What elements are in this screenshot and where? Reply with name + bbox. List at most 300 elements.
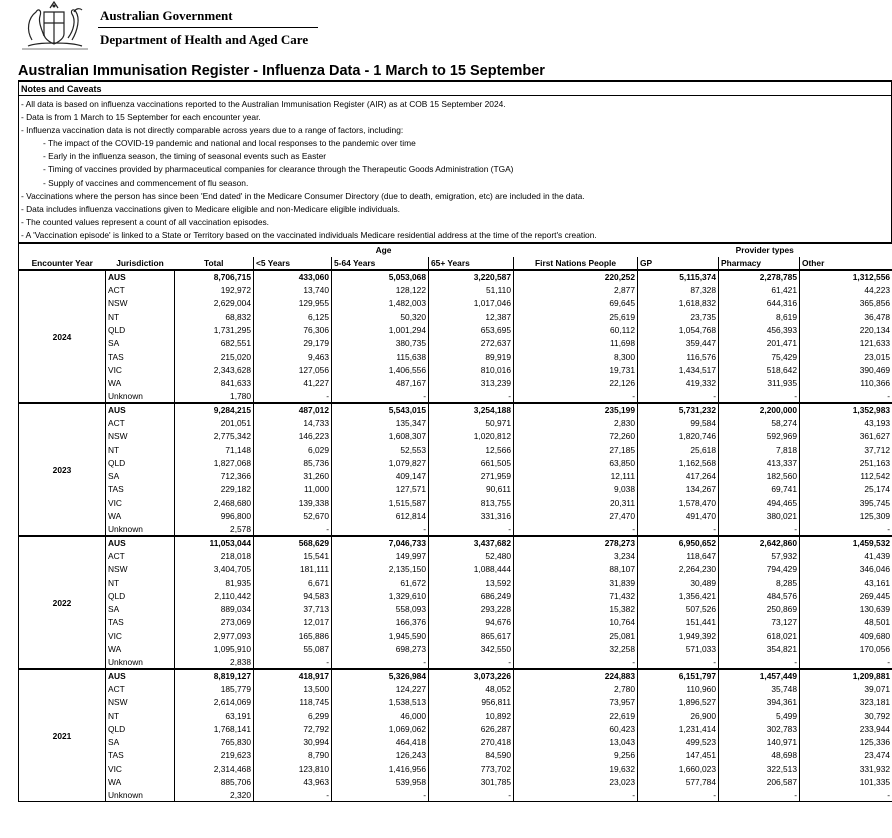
total-cell: 996,800 — [175, 509, 254, 522]
first-nations-cell: 2,877 — [514, 283, 638, 296]
jurisdiction-cell: TAS — [108, 617, 124, 628]
under5-cell: 127,056 — [254, 363, 332, 376]
other-cell: 251,163 — [800, 456, 892, 469]
table-row — [19, 390, 892, 403]
first-nations-cell: 2,780 — [514, 682, 638, 695]
65plus-cell: 293,228 — [429, 603, 514, 616]
gp-cell: - — [638, 390, 719, 403]
gp-cell: 419,332 — [638, 376, 719, 389]
under5-cell: 43,963 — [254, 775, 332, 788]
first-nations-cell: 69,645 — [514, 297, 638, 310]
jurisdiction-cell: NSW — [108, 697, 128, 708]
jurisdiction-cell: SA — [108, 471, 120, 482]
65plus-cell: 813,755 — [429, 496, 514, 509]
col-header-other: Other — [800, 257, 892, 270]
jurisdiction-cell: QLD — [108, 324, 126, 335]
total-cell: 1,768,141 — [175, 722, 254, 735]
other-cell: 233,944 — [800, 722, 892, 735]
gp-cell: 1,660,023 — [638, 762, 719, 775]
5to64-cell: 487,167 — [332, 376, 429, 389]
note-line: - Timing of vaccines provided by pharmaceutical companies for clearance through the Therapeutic Goods Administration (TGA) — [43, 164, 514, 175]
5to64-cell: 1,329,610 — [332, 589, 429, 602]
other-cell: 43,161 — [800, 576, 892, 589]
first-nations-cell: 19,632 — [514, 762, 638, 775]
other-cell: 39,071 — [800, 682, 892, 695]
pharmacy-cell: 311,935 — [719, 376, 800, 389]
first-nations-cell: 23,023 — [514, 775, 638, 788]
total-cell: 71,148 — [175, 443, 254, 456]
65plus-cell: 865,617 — [429, 629, 514, 642]
gp-cell: 30,489 — [638, 576, 719, 589]
total-cell: 889,034 — [175, 603, 254, 616]
under5-cell: 418,917 — [254, 669, 332, 682]
age-group-header: Age — [254, 244, 514, 257]
total-cell: 2,629,004 — [175, 297, 254, 310]
table-row — [19, 403, 892, 416]
col-header-65plus: 65+ Years — [429, 257, 514, 270]
table-row — [19, 656, 892, 669]
total-cell: 841,633 — [175, 376, 254, 389]
jurisdiction-cell: AUS — [106, 669, 175, 682]
gp-cell: 2,264,230 — [638, 563, 719, 576]
total-cell: 273,069 — [175, 616, 254, 629]
table-row — [19, 323, 892, 336]
gp-cell: 116,576 — [638, 350, 719, 363]
5to64-cell: 1,406,556 — [332, 363, 429, 376]
5to64-cell: 612,814 — [332, 509, 429, 522]
gp-cell: 359,447 — [638, 337, 719, 350]
other-cell: 23,474 — [800, 749, 892, 762]
table-row — [19, 576, 892, 589]
other-cell: - — [800, 523, 892, 536]
jurisdiction-cell: NT — [108, 444, 120, 455]
65plus-cell: 301,785 — [429, 775, 514, 788]
pharmacy-cell: 380,021 — [719, 509, 800, 522]
65plus-cell: 313,239 — [429, 376, 514, 389]
5to64-cell: - — [332, 656, 429, 669]
65plus-cell: 52,480 — [429, 549, 514, 562]
5to64-cell: 539,958 — [332, 775, 429, 788]
5to64-cell: 46,000 — [332, 709, 429, 722]
5to64-cell: 61,672 — [332, 576, 429, 589]
table-row — [19, 297, 892, 310]
table-row — [19, 549, 892, 562]
jurisdiction-cell: Unknown — [106, 789, 175, 802]
first-nations-cell: 73,957 — [514, 696, 638, 709]
gp-cell: - — [638, 523, 719, 536]
table-row — [19, 496, 892, 509]
coat-of-arms-icon — [18, 0, 92, 52]
other-cell: 23,015 — [800, 350, 892, 363]
total-cell: 81,935 — [175, 576, 254, 589]
jurisdiction-cell: QLD — [108, 590, 126, 601]
gp-cell: 118,647 — [638, 549, 719, 562]
table-row — [19, 563, 892, 576]
pharmacy-cell: - — [719, 390, 800, 403]
5to64-cell: 127,571 — [332, 483, 429, 496]
col-header-under5: <5 Years — [254, 257, 332, 270]
other-cell: 220,134 — [800, 323, 892, 336]
table-row — [19, 629, 892, 642]
gp-cell: 26,900 — [638, 709, 719, 722]
65plus-cell: - — [429, 390, 514, 403]
65plus-cell: 773,702 — [429, 762, 514, 775]
total-cell: 765,830 — [175, 735, 254, 748]
table-row — [19, 310, 892, 323]
table-row — [19, 603, 892, 616]
total-cell: 2,977,093 — [175, 629, 254, 642]
gp-cell: 1,820,746 — [638, 430, 719, 443]
65plus-cell: 84,590 — [429, 749, 514, 762]
5to64-cell: 7,046,733 — [332, 536, 429, 549]
note-line: - All data is based on influenza vaccinations reported to the Australian Immunisation Register (AIR) as at COB 15 September 2024. — [21, 99, 506, 109]
5to64-cell: 135,347 — [332, 416, 429, 429]
5to64-cell: 558,093 — [332, 603, 429, 616]
under5-cell: 41,227 — [254, 376, 332, 389]
pharmacy-cell: 206,587 — [719, 775, 800, 788]
pharmacy-cell: 354,821 — [719, 642, 800, 655]
other-cell: 121,633 — [800, 337, 892, 350]
first-nations-cell: 11,698 — [514, 337, 638, 350]
under5-cell: 15,541 — [254, 549, 332, 562]
total-cell: 2,838 — [175, 656, 254, 669]
65plus-cell: 3,254,188 — [429, 403, 514, 416]
under5-cell: - — [254, 656, 332, 669]
gp-cell: 577,784 — [638, 775, 719, 788]
5to64-cell: 1,945,590 — [332, 629, 429, 642]
other-cell: 25,174 — [800, 483, 892, 496]
table-row — [19, 470, 892, 483]
pharmacy-cell: 8,619 — [719, 310, 800, 323]
under5-cell: 568,629 — [254, 536, 332, 549]
gp-cell: 417,264 — [638, 470, 719, 483]
5to64-cell: 1,608,307 — [332, 430, 429, 443]
65plus-cell: 331,316 — [429, 509, 514, 522]
gp-cell: 5,115,374 — [638, 270, 719, 283]
pharmacy-cell: 1,457,449 — [719, 669, 800, 682]
5to64-cell: 1,515,587 — [332, 496, 429, 509]
pharmacy-cell: 494,465 — [719, 496, 800, 509]
first-nations-cell: - — [514, 656, 638, 669]
other-cell: 44,223 — [800, 283, 892, 296]
total-cell: 2,578 — [175, 523, 254, 536]
pharmacy-cell: 5,499 — [719, 709, 800, 722]
first-nations-cell: - — [514, 390, 638, 403]
other-cell: - — [800, 390, 892, 403]
jurisdiction-cell: NSW — [108, 564, 128, 575]
first-nations-cell: 10,764 — [514, 616, 638, 629]
total-cell: 2,775,342 — [175, 430, 254, 443]
jurisdiction-cell: Unknown — [106, 656, 175, 669]
first-nations-cell: 9,256 — [514, 749, 638, 762]
table-row — [19, 589, 892, 602]
table-row — [19, 443, 892, 456]
65plus-cell: 50,971 — [429, 416, 514, 429]
under5-cell: 181,111 — [254, 563, 332, 576]
total-cell: 201,051 — [175, 416, 254, 429]
other-cell: 361,627 — [800, 430, 892, 443]
col-header-year: Encounter Year — [19, 257, 106, 270]
jurisdiction-cell: AUS — [106, 403, 175, 416]
under5-cell: 6,299 — [254, 709, 332, 722]
pharmacy-cell: 618,021 — [719, 629, 800, 642]
65plus-cell: 12,387 — [429, 310, 514, 323]
under5-cell: 6,125 — [254, 310, 332, 323]
pharmacy-cell: 58,274 — [719, 416, 800, 429]
table-row — [19, 762, 892, 775]
other-cell: 346,046 — [800, 563, 892, 576]
total-cell: 192,972 — [175, 283, 254, 296]
65plus-cell: 3,073,226 — [429, 669, 514, 682]
other-cell: 41,439 — [800, 549, 892, 562]
other-cell: 1,352,983 — [800, 403, 892, 416]
table-row — [19, 456, 892, 469]
under5-cell: 487,012 — [254, 403, 332, 416]
under5-cell: 139,338 — [254, 496, 332, 509]
table-row — [19, 350, 892, 363]
under5-cell: 165,886 — [254, 629, 332, 642]
5to64-cell: 128,122 — [332, 283, 429, 296]
65plus-cell: 90,611 — [429, 483, 514, 496]
other-cell: 390,469 — [800, 363, 892, 376]
under5-cell: 123,810 — [254, 762, 332, 775]
65plus-cell: - — [429, 523, 514, 536]
total-cell: 2,343,628 — [175, 363, 254, 376]
pharmacy-cell: 140,971 — [719, 735, 800, 748]
pharmacy-cell: 48,698 — [719, 749, 800, 762]
first-nations-cell: 63,850 — [514, 456, 638, 469]
5to64-cell: 1,079,827 — [332, 456, 429, 469]
other-cell: 269,445 — [800, 589, 892, 602]
5to64-cell: 1,001,294 — [332, 323, 429, 336]
under5-cell: 118,745 — [254, 696, 332, 709]
gp-cell: 25,618 — [638, 443, 719, 456]
65plus-cell: 10,892 — [429, 709, 514, 722]
header-divider — [98, 27, 318, 28]
first-nations-cell: 71,432 — [514, 589, 638, 602]
total-cell: 712,366 — [175, 470, 254, 483]
first-nations-cell: 32,258 — [514, 642, 638, 655]
gp-cell: 1,896,527 — [638, 696, 719, 709]
table-row — [19, 789, 892, 802]
5to64-cell: 1,482,003 — [332, 297, 429, 310]
table-row — [19, 483, 892, 496]
total-cell: 2,468,680 — [175, 496, 254, 509]
pharmacy-cell: 2,278,785 — [719, 270, 800, 283]
gp-cell: 1,949,392 — [638, 629, 719, 642]
5to64-cell: 126,243 — [332, 749, 429, 762]
under5-cell: - — [254, 523, 332, 536]
other-cell: 36,478 — [800, 310, 892, 323]
first-nations-cell: 3,234 — [514, 549, 638, 562]
table-row — [19, 749, 892, 762]
other-cell: 323,181 — [800, 696, 892, 709]
total-cell: 3,404,705 — [175, 563, 254, 576]
65plus-cell: 48,052 — [429, 682, 514, 695]
pharmacy-cell: 518,642 — [719, 363, 800, 376]
pharmacy-cell: 394,361 — [719, 696, 800, 709]
table-row — [19, 283, 892, 296]
jurisdiction-cell: ACT — [108, 418, 125, 428]
5to64-cell: 380,735 — [332, 337, 429, 350]
pharmacy-cell: 7,818 — [719, 443, 800, 456]
table-row — [19, 337, 892, 350]
under5-cell: 31,260 — [254, 470, 332, 483]
65plus-cell: 272,637 — [429, 337, 514, 350]
pharmacy-cell: 413,337 — [719, 456, 800, 469]
other-cell: 110,366 — [800, 376, 892, 389]
jurisdiction-cell: NT — [108, 710, 120, 721]
other-cell: 37,712 — [800, 443, 892, 456]
total-cell: 185,779 — [175, 682, 254, 695]
table-row — [19, 669, 892, 682]
other-cell: 1,459,532 — [800, 536, 892, 549]
pharmacy-cell: 73,127 — [719, 616, 800, 629]
pharmacy-cell: 61,421 — [719, 283, 800, 296]
total-cell: 63,191 — [175, 709, 254, 722]
pharmacy-cell: 456,393 — [719, 323, 800, 336]
first-nations-cell: 2,830 — [514, 416, 638, 429]
first-nations-cell: 19,731 — [514, 363, 638, 376]
5to64-cell: 1,069,062 — [332, 722, 429, 735]
table-row — [19, 270, 892, 283]
jurisdiction-cell: Unknown — [106, 523, 175, 536]
first-nations-cell: 9,038 — [514, 483, 638, 496]
note-line: - Supply of vaccines and commencement of flu season. — [43, 177, 249, 188]
notes-heading: Notes and Caveats — [19, 82, 891, 96]
first-nations-cell: 25,619 — [514, 310, 638, 323]
table-row — [19, 616, 892, 629]
pharmacy-cell: 644,316 — [719, 297, 800, 310]
total-cell: 9,284,215 — [175, 403, 254, 416]
pharmacy-cell: 57,932 — [719, 549, 800, 562]
jurisdiction-cell: WA — [108, 378, 122, 389]
pharmacy-cell: 201,471 — [719, 337, 800, 350]
other-cell: 331,932 — [800, 762, 892, 775]
total-cell: 1,780 — [175, 390, 254, 403]
pharmacy-cell: 794,429 — [719, 563, 800, 576]
65plus-cell: 13,592 — [429, 576, 514, 589]
table-row — [19, 735, 892, 748]
table-row — [19, 416, 892, 429]
first-nations-cell: 60,112 — [514, 323, 638, 336]
table-row — [19, 696, 892, 709]
65plus-cell: 1,017,046 — [429, 297, 514, 310]
pharmacy-cell: 484,576 — [719, 589, 800, 602]
page-title: Australian Immunisation Register - Influenza Data - 1 March to 15 September — [18, 63, 545, 79]
under5-cell: 14,733 — [254, 416, 332, 429]
65plus-cell: 3,220,587 — [429, 270, 514, 283]
note-line: - Data is from 1 March to 15 September for each encounter year. — [21, 112, 261, 123]
provider-group-header: Provider types — [638, 244, 892, 257]
jurisdiction-cell: VIC — [108, 497, 122, 508]
encounter-year-cell: 2023 — [19, 403, 106, 536]
5to64-cell: 5,326,984 — [332, 669, 429, 682]
65plus-cell: 1,088,444 — [429, 563, 514, 576]
jurisdiction-cell: TAS — [108, 484, 124, 495]
jurisdiction-cell: ACT — [108, 683, 125, 694]
other-cell: 365,856 — [800, 297, 892, 310]
65plus-cell: 89,919 — [429, 350, 514, 363]
table-row — [19, 376, 892, 389]
first-nations-cell: 235,199 — [514, 403, 638, 416]
5to64-cell: 5,053,068 — [332, 270, 429, 283]
65plus-cell: 342,550 — [429, 642, 514, 655]
jurisdiction-cell: QLD — [108, 457, 126, 468]
gp-cell: - — [638, 656, 719, 669]
other-cell: 130,639 — [800, 603, 892, 616]
total-cell: 885,706 — [175, 775, 254, 788]
65plus-cell: - — [429, 789, 514, 802]
notes-section — [18, 82, 892, 243]
gp-cell: 1,162,568 — [638, 456, 719, 469]
gp-cell: 1,356,421 — [638, 589, 719, 602]
65plus-cell: 94,676 — [429, 616, 514, 629]
first-nations-cell: 220,252 — [514, 270, 638, 283]
jurisdiction-cell: TAS — [108, 750, 124, 761]
jurisdiction-cell: AUS — [106, 536, 175, 549]
65plus-cell: 1,020,812 — [429, 430, 514, 443]
encounter-year-cell: 2021 — [19, 669, 106, 802]
jurisdiction-cell: VIC — [108, 630, 122, 641]
65plus-cell: 3,437,682 — [429, 536, 514, 549]
pharmacy-cell: 322,513 — [719, 762, 800, 775]
jurisdiction-cell: NT — [108, 577, 120, 588]
total-cell: 229,182 — [175, 483, 254, 496]
jurisdiction-cell: QLD — [108, 723, 126, 734]
5to64-cell: 409,147 — [332, 470, 429, 483]
jurisdiction-cell: SA — [108, 737, 120, 748]
5to64-cell: 115,638 — [332, 350, 429, 363]
under5-cell: - — [254, 390, 332, 403]
gp-cell: 6,950,652 — [638, 536, 719, 549]
under5-cell: 13,740 — [254, 283, 332, 296]
gp-cell: 1,054,768 — [638, 323, 719, 336]
gp-cell: 491,470 — [638, 509, 719, 522]
total-cell: 215,020 — [175, 350, 254, 363]
table-row — [19, 709, 892, 722]
under5-cell: 13,500 — [254, 682, 332, 695]
jurisdiction-cell: SA — [108, 604, 120, 615]
pharmacy-cell: - — [719, 523, 800, 536]
total-cell: 218,018 — [175, 549, 254, 562]
under5-cell: 8,790 — [254, 749, 332, 762]
group-header-row — [19, 244, 892, 257]
5to64-cell: 1,416,956 — [332, 762, 429, 775]
col-header-gp: GP — [638, 257, 719, 270]
pharmacy-cell: 69,741 — [719, 483, 800, 496]
table-row — [19, 775, 892, 788]
notes-list — [19, 96, 891, 242]
first-nations-cell: 8,300 — [514, 350, 638, 363]
jurisdiction-cell: NSW — [108, 298, 128, 309]
gp-cell: 99,584 — [638, 416, 719, 429]
first-nations-cell: 224,883 — [514, 669, 638, 682]
jurisdiction-cell: WA — [108, 777, 122, 788]
5to64-cell: 52,553 — [332, 443, 429, 456]
total-cell: 8,706,715 — [175, 270, 254, 283]
pharmacy-cell: 302,783 — [719, 722, 800, 735]
first-nations-cell: - — [514, 523, 638, 536]
jurisdiction-cell: NSW — [108, 431, 128, 442]
note-line: - Influenza vaccination data is not directly comparable across years due to a range of factors, including: — [21, 125, 404, 136]
other-cell: 1,312,556 — [800, 270, 892, 283]
other-cell: 125,309 — [800, 509, 892, 522]
total-cell: 2,314,468 — [175, 762, 254, 775]
total-cell: 68,832 — [175, 310, 254, 323]
first-nations-cell: 31,839 — [514, 576, 638, 589]
first-nations-cell: 20,311 — [514, 496, 638, 509]
